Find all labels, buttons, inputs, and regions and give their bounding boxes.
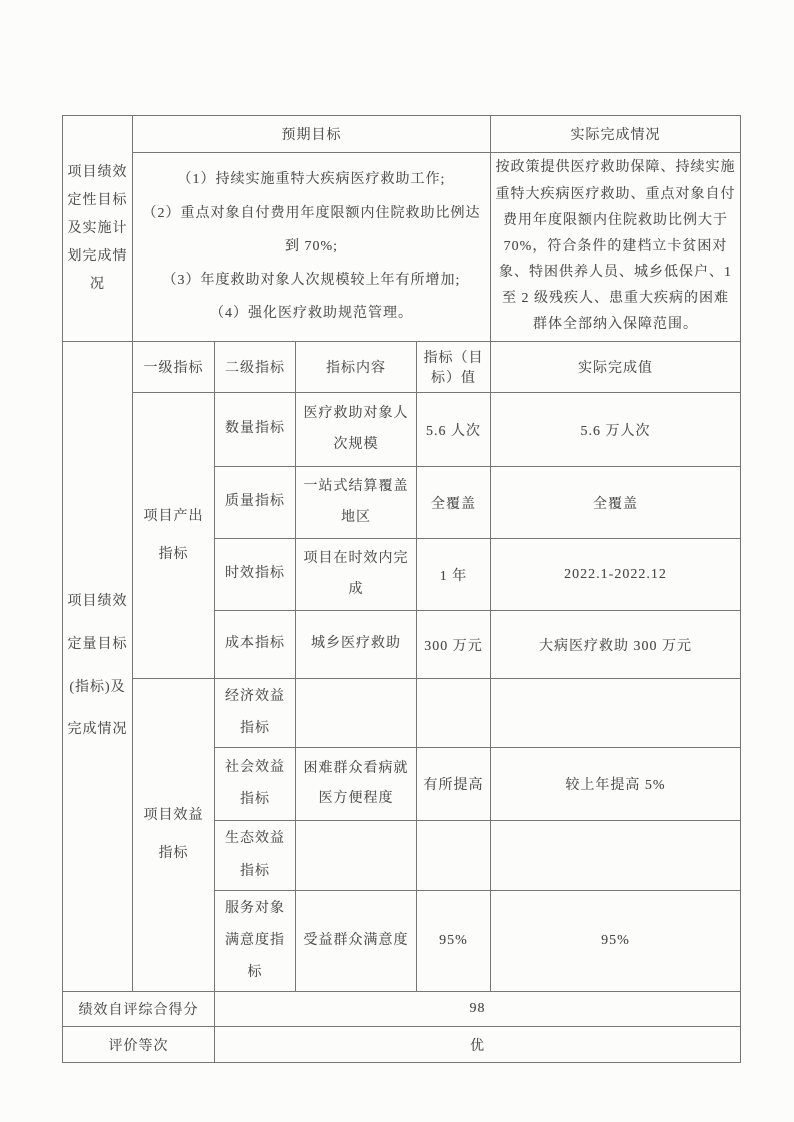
self-evaluation-score-label: 绩效自评综合得分 <box>63 992 215 1027</box>
actual-completion-header: 实际完成情况 <box>491 116 741 153</box>
content-cell: 一站式结算覆盖地区 <box>296 467 417 539</box>
content-cell <box>296 679 417 748</box>
target-cell <box>417 679 491 748</box>
col-header-level2: 二级指标 <box>215 342 296 393</box>
content-cell: 受益群众满意度 <box>296 890 417 992</box>
evaluation-grade-value: 优 <box>215 1027 741 1063</box>
level2-cell: 时效指标 <box>215 539 296 611</box>
target-cell: 1 年 <box>417 539 491 611</box>
qualitative-content-row <box>63 153 741 342</box>
actual-completion-cell: 按政策提供医疗救助保障、持续实施重特大疾病医疗救助、重点对象自付费用年度限额内住院救助比例大于 70%，符合条件的建档立卡贫困对象、特困供养人员、城乡低保户、1 至 2 级残疾人、患重大疾病的困难群体全部纳入保障范围。 <box>491 153 741 342</box>
actual-value-cell: 较上年提高 5% <box>491 748 741 821</box>
expected-item-4: （4）强化医疗救助规范管理。 <box>210 306 413 322</box>
level2-cell: 生态效益指标 <box>215 821 296 890</box>
expected-item-2: （2）重点对象自付费用年度限额内住院救助比例达到 70%; <box>142 205 481 255</box>
self-evaluation-score-value: 98 <box>215 992 741 1027</box>
performance-evaluation-table <box>62 115 741 1063</box>
indicator-row-economic <box>63 679 741 748</box>
col-header-target-value: 指标（目标）值 <box>417 342 491 393</box>
level2-cell: 数量指标 <box>215 393 296 467</box>
actual-value-cell: 5.6 万人次 <box>491 393 741 467</box>
level2-cell: 社会效益指标 <box>215 748 296 821</box>
target-cell: 300 万元 <box>417 611 491 679</box>
target-cell: 有所提高 <box>417 748 491 821</box>
actual-value-cell: 全覆盖 <box>491 467 741 539</box>
actual-value-cell <box>491 679 741 748</box>
target-cell: 95% <box>417 890 491 992</box>
col-header-level1: 一级指标 <box>133 342 215 393</box>
evaluation-grade-label: 评价等次 <box>63 1027 215 1063</box>
group-output-indicators: 项目产出指标 <box>133 393 215 679</box>
col-header-actual-value: 实际完成值 <box>491 342 741 393</box>
content-cell: 困难群众看病就医方便程度 <box>296 748 417 821</box>
expected-item-3: （3）年度救助对象人次规模较上年有所增加; <box>162 272 461 288</box>
expected-goals-cell <box>133 153 491 342</box>
expected-item-1: （1）持续实施重特大疾病医疗救助工作; <box>177 172 446 188</box>
summary-score-row <box>63 992 741 1027</box>
summary-grade-row <box>63 1027 741 1063</box>
actual-value-cell: 95% <box>491 890 741 992</box>
qualitative-row-header: 项目绩效定性目标及实施计划完成情况 <box>63 116 133 342</box>
level2-cell: 成本指标 <box>215 611 296 679</box>
target-cell: 全覆盖 <box>417 467 491 539</box>
col-header-content: 指标内容 <box>296 342 417 393</box>
content-cell: 城乡医疗救助 <box>296 611 417 679</box>
actual-value-cell: 大病医疗救助 300 万元 <box>491 611 741 679</box>
quantitative-row-header: 项目绩效定量目标(指标)及完成情况 <box>63 342 133 992</box>
actual-value-cell <box>491 821 741 890</box>
level2-cell: 服务对象满意度指标 <box>215 890 296 992</box>
level2-cell: 经济效益指标 <box>215 679 296 748</box>
content-cell: 医疗救助对象人次规模 <box>296 393 417 467</box>
indicator-row-quantity <box>63 393 741 467</box>
content-cell: 项目在时效内完成 <box>296 539 417 611</box>
target-cell: 5.6 人次 <box>417 393 491 467</box>
target-cell <box>417 821 491 890</box>
level2-cell: 质量指标 <box>215 467 296 539</box>
content-cell <box>296 821 417 890</box>
quantitative-header-row <box>63 342 741 393</box>
qualitative-header-row <box>63 116 741 153</box>
expected-goals-header: 预期目标 <box>133 116 491 153</box>
group-benefit-indicators: 项目效益指标 <box>133 679 215 992</box>
actual-value-cell: 2022.1-2022.12 <box>491 539 741 611</box>
